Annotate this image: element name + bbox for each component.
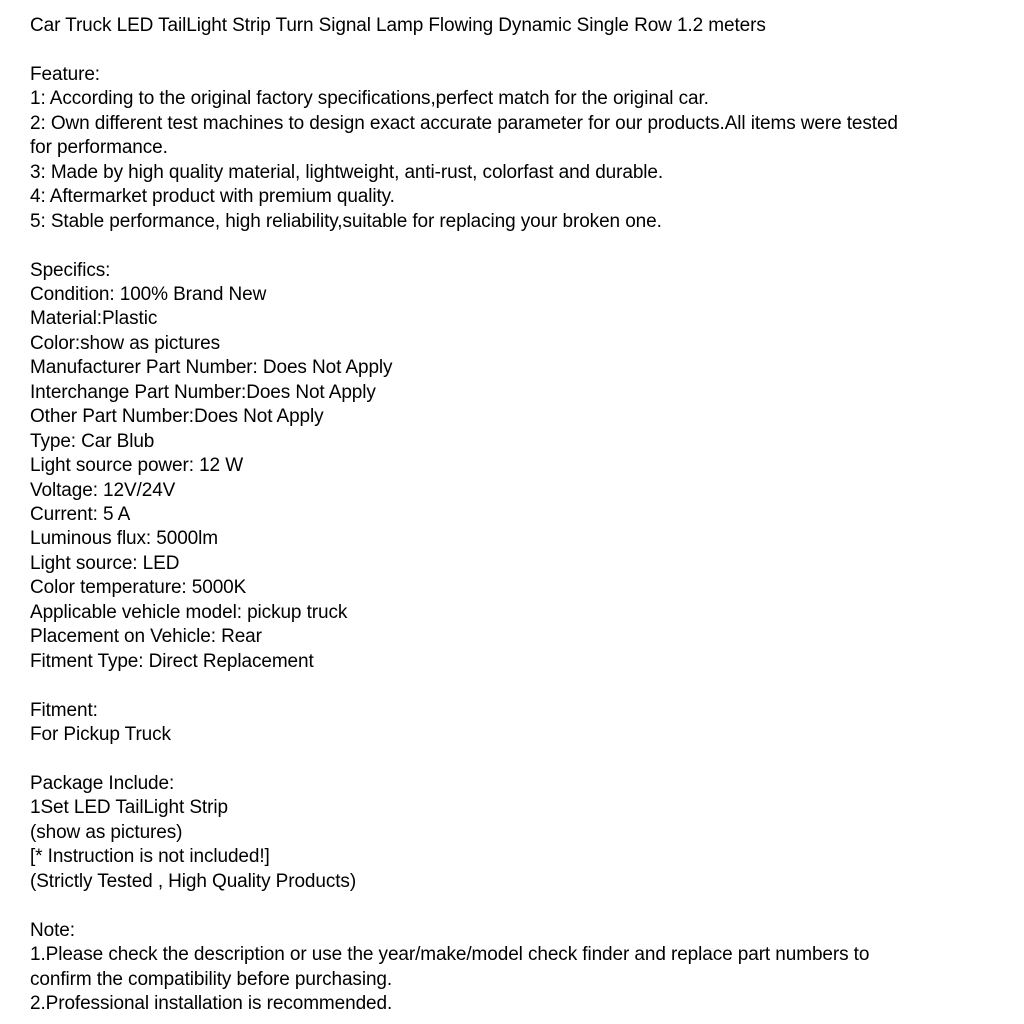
text-line: Package Include:	[30, 772, 175, 794]
text-line: for performance.	[30, 137, 168, 159]
text-line: 2.Professional installation is recommended.	[30, 993, 393, 1015]
text-line: Luminous flux: 5000lm	[30, 528, 219, 550]
text-line: Condition: 100% Brand New	[30, 283, 267, 305]
text-line: Light source: LED	[30, 552, 180, 574]
text-line: Other Part Number:Does Not Apply	[30, 406, 324, 428]
text-line: (show as pictures)	[30, 821, 183, 843]
text-line: Placement on Vehicle: Rear	[30, 626, 262, 648]
section-fitment	[30, 699, 996, 748]
text-line: 1: According to the original factory specifications,perfect match for the original car.	[30, 88, 709, 110]
text-line: Fitment:	[30, 699, 98, 721]
text-line: 1Set LED TailLight Strip	[30, 797, 228, 819]
text-line: Specifics:	[30, 259, 111, 281]
text-line: Voltage: 12V/24V	[30, 479, 176, 501]
section-title	[30, 14, 996, 38]
text-line: 5: Stable performance, high reliability,suitable for replacing your broken one.	[30, 210, 662, 232]
text-line: Material:Plastic	[30, 308, 158, 330]
text-line: Type: Car Blub	[30, 430, 155, 452]
section-note	[30, 919, 996, 1017]
page-title: Car Truck LED TailLight Strip Turn Signal Lamp Flowing Dynamic Single Row 1.2 meters	[30, 15, 766, 36]
text-line: 3: Made by high quality material, lightweight, anti-rust, colorfast and durable.	[30, 161, 664, 183]
text-line: Color:show as pictures	[30, 332, 220, 354]
text-line: Feature:	[30, 63, 100, 85]
text-line: confirm the compatibility before purchasing.	[30, 968, 393, 990]
text-line: For Pickup Truck	[30, 724, 171, 746]
text-line: Note:	[30, 919, 75, 941]
text-line: (Strictly Tested , High Quality Products)	[30, 870, 357, 892]
text-line: Fitment Type: Direct Replacement	[30, 650, 314, 672]
text-line: Light source power: 12 W	[30, 455, 244, 477]
text-line: 4: Aftermarket product with premium quality.	[30, 186, 395, 208]
text-line: Applicable vehicle model: pickup truck	[30, 601, 348, 623]
text-line: Manufacturer Part Number: Does Not Apply	[30, 357, 393, 379]
text-line: Color temperature: 5000K	[30, 577, 247, 599]
section-feature	[30, 63, 996, 234]
text-line: Interchange Part Number:Does Not Apply	[30, 381, 376, 403]
text-line: Current: 5 A	[30, 504, 131, 526]
section-package-include	[30, 772, 996, 894]
text-line: 1.Please check the description or use the year/make/model check finder and replace part numbers to	[30, 944, 870, 966]
text-line: 2: Own different test machines to design exact accurate parameter for our products.All items were tested	[30, 112, 898, 134]
section-specifics	[30, 259, 996, 675]
text-line: [* Instruction is not included!]	[30, 846, 270, 868]
